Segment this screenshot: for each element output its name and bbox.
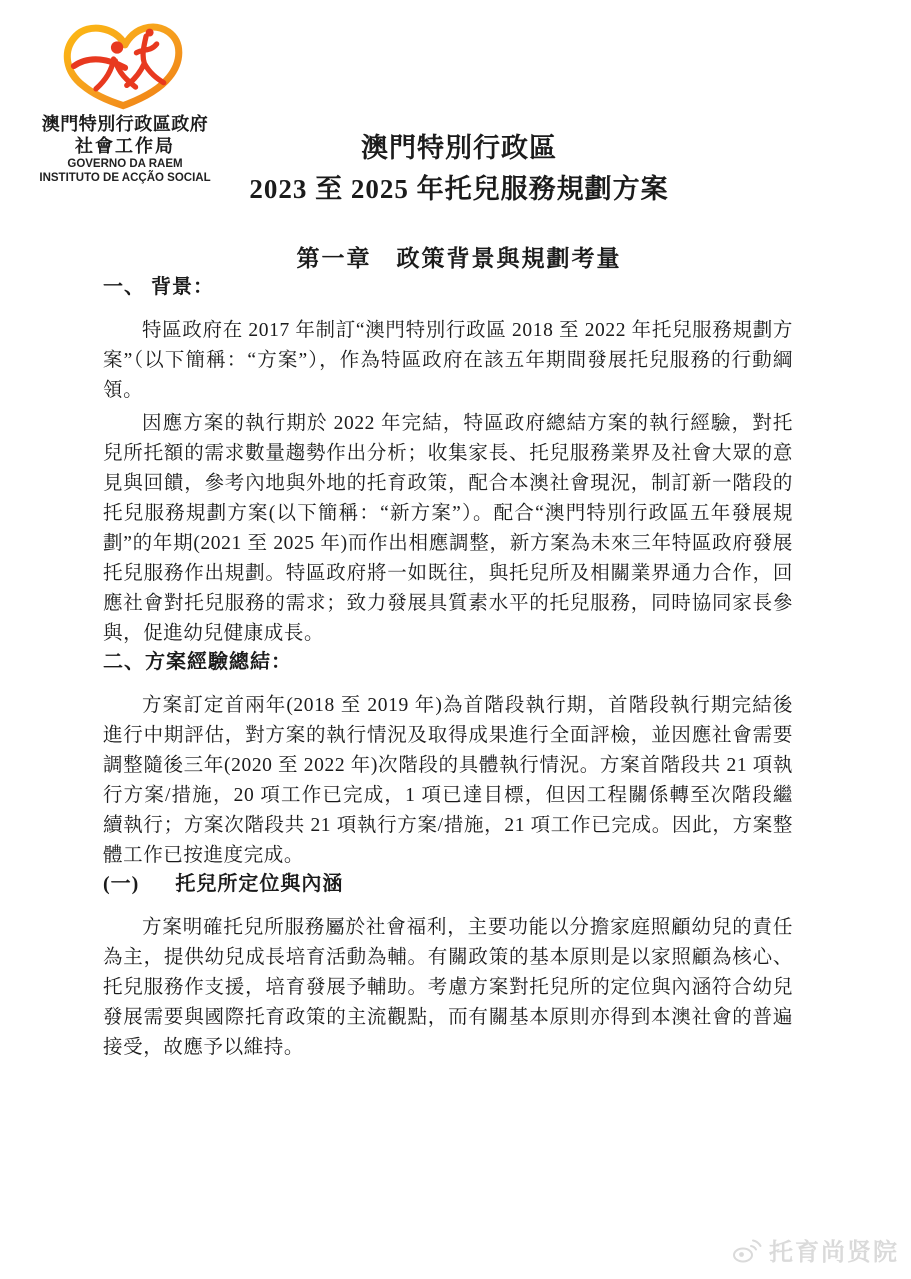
agency-name-zh-line1: 澳門特別行政區政府 <box>41 114 209 135</box>
paragraph: 方案明確托兒所服務屬於社會福利，主要功能以分擔家庭照顧幼兒的責任為主，提供幼兒成長培育活動為輔。有關政策的基本原則是以家照顧為核心、托兒服務作支援，培育發展予輔助。考慮方案對托兒所的定位與內涵符合幼兒發展需要與國際托育政策的主流觀點，而有關基本原則亦得到本澳社會的普遍接受，故應予以維持。 <box>103 917 793 1058</box>
section-background-heading: 一、 背景： <box>103 276 214 298</box>
section-plan-experience-summary <box>103 649 793 871</box>
section-summary-heading: 二、方案經驗總結： <box>103 651 292 673</box>
subsection-number: (一) <box>103 873 140 895</box>
subsection-creche-positioning <box>103 871 793 1063</box>
document-title-line1: 澳門特別行政區 <box>361 133 557 163</box>
watermark-text: 托育尚贤院 <box>769 1238 899 1266</box>
paragraph: 因應方案的執行期於 2022 年完結，特區政府總結方案的執行經驗，對托兒所托額的需求數量趨勢作出分析；收集家長、托兒服務業界及社會大眾的意見與回饋，參考內地與外地的托育政策，配合本澳社會現況，制訂新一階段的托兒服務規劃方案(以下簡稱：“新方案”）。配合“澳門特別行政區五年發展規劃”的年期(2021 至 2025 年)而作出相應調整，新方案為未來三年特區政府發展托兒服務作出規劃。特區政府將一如既往，與托兒所及相關業界通力合作，回應社會對托兒服務的需求；致力發展具質素水平的托兒服務，同時協同家長參與，促進幼兒健康成長。 <box>103 413 793 644</box>
paragraph: 特區政府在 2017 年制訂“澳門特別行政區 2018 至 2022 年托兒服務規劃方案”（以下簡稱：“方案”），作為特區政府在該五年期間發展托兒服務的行動綱領。 <box>103 320 793 401</box>
agency-header <box>28 22 222 185</box>
document-title-line2: 2023 至 2025 年托兒服務規劃方案 <box>249 174 669 204</box>
watermark <box>732 1232 899 1267</box>
weibo-icon <box>732 1236 762 1264</box>
agency-name-pt-line1: GOVERNO DA RAEM <box>67 158 183 170</box>
chapter-heading: 第一章 政策背景與規劃考量 <box>296 246 622 271</box>
subsection-heading <box>103 871 793 897</box>
agency-name-pt-line2: INSTITUTO DE ACÇÃO SOCIAL <box>39 171 211 184</box>
paragraph: 方案訂定首兩年(2018 至 2019 年)為首階段執行期，首階段執行期完結後進行中期評估，對方案的執行情況及取得成果進行全面評檢，並因應社會需要調整隨後三年(2020 至 2022 年)次階段的具體執行情況。方案首階段共 21 項執行方案/措施，20 項工作已完成，1 項已達目標，但因工程關係轉至次階段繼續執行；方案次階段共 21 項執行方案/措施，21 項工作已完成。因此，方案整體工作已按進度完成。 <box>103 695 793 866</box>
section-background <box>103 274 793 649</box>
subsection-title: 托兒所定位與內涵 <box>175 873 344 895</box>
agency-name-zh-line2: 社會工作局 <box>75 136 175 157</box>
heart-logo-icon <box>59 22 191 110</box>
document-title <box>125 0 793 210</box>
